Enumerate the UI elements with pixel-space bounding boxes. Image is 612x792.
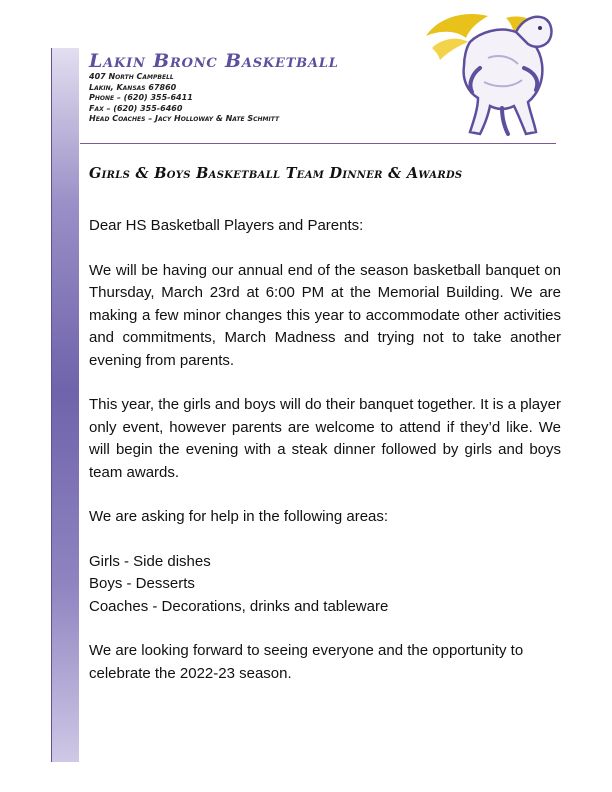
head-coaches-line: Head Coaches – Jacy Holloway & Nate Schmitt — [89, 114, 280, 123]
address-city: Lakin, Kansas 67860 — [89, 82, 177, 92]
help-item-girls: Girls - Side dishes — [89, 552, 211, 570]
help-intro: We are asking for help in the following areas: — [89, 508, 389, 525]
fax-line: Fax – (620) 355-6460 — [89, 103, 183, 113]
closing-paragraph: We are looking forward to seeing everyone and the opportunity to celebrate the 2022-23 season. — [89, 642, 524, 682]
header-divider — [80, 143, 556, 144]
help-item-boys: Boys - Desserts — [89, 575, 195, 592]
sidebar-bar — [51, 48, 79, 762]
paragraph-event: This year, the girls and boys will do their banquet together. It is a player only event, however parents are welcome to attend if they’d like. We will begin the evening with a steak dinner followed by girls and boys team awards. — [89, 396, 561, 481]
paragraph-banquet: We will be having our annual end of the season basketball banquet on Thursday, March 23rd at 6:00 PM at the Memorial Building. We are making a few minor changes this year to accommodate other activities and commitments, March Madness and trying not to take another evening from parents. — [89, 261, 561, 369]
help-item-coaches: Coaches - Decorations, drinks and tableware — [89, 597, 389, 615]
bronco-horse-icon — [418, 8, 560, 142]
page-title: Girls & Boys Basketball Team Dinner & Awards — [89, 165, 463, 182]
letter-body — [89, 215, 561, 685]
phone-line: Phone – (620) 355-6411 — [89, 93, 193, 102]
letterhead — [89, 50, 339, 125]
salutation: Dear HS Basketball Players and Parents: — [89, 217, 364, 234]
school-name: Lakin Bronc Basketball — [89, 50, 339, 72]
address-street: 407 North Campbell — [89, 72, 174, 81]
